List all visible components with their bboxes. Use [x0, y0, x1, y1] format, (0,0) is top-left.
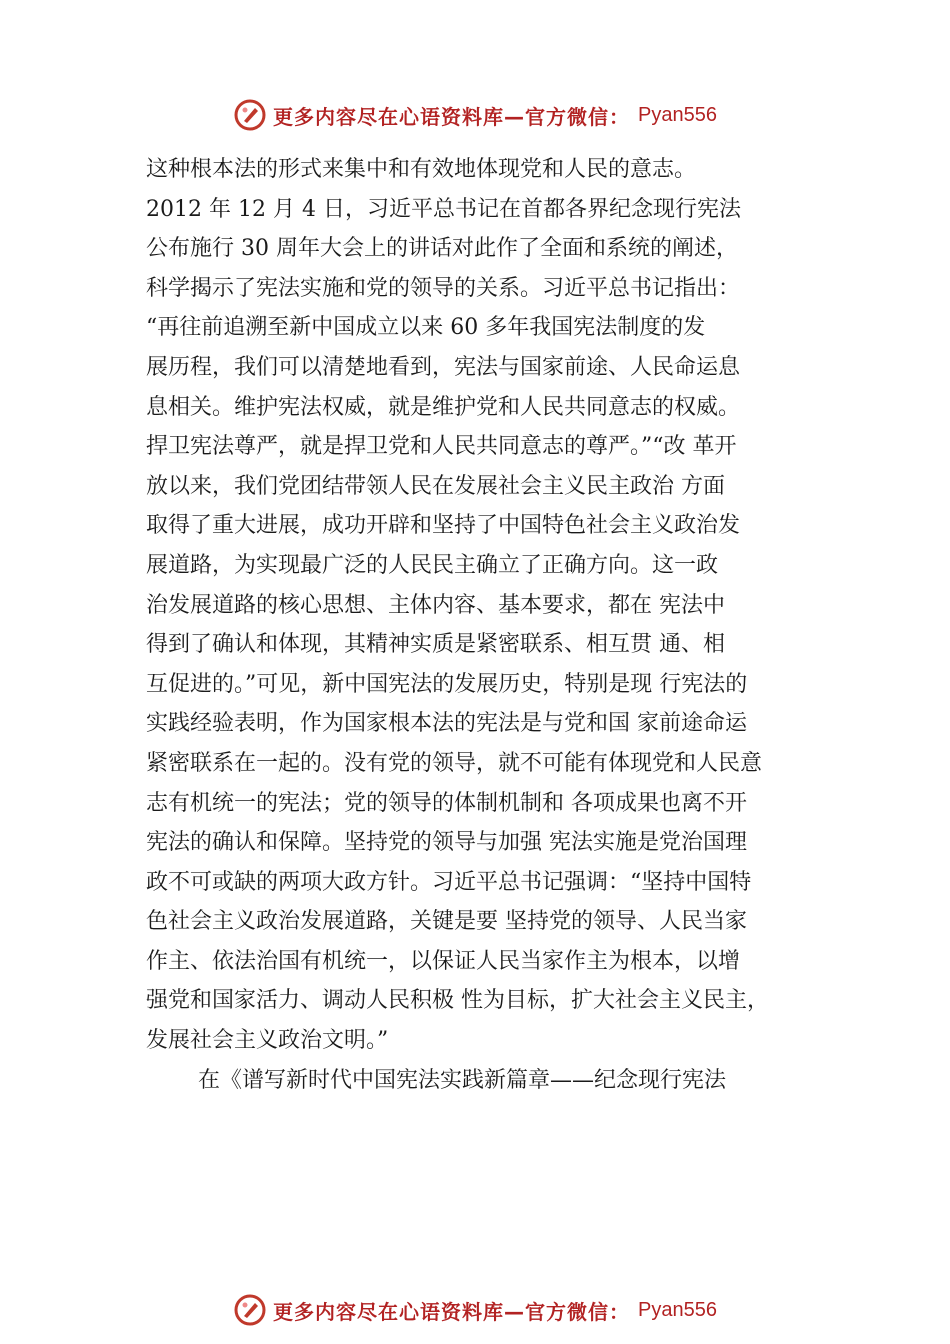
text-line: 公布施行 30 周年大会上的讲话对此作了全面和系统的阐述，: [146, 236, 738, 262]
header-wechat-id: Pyan556: [638, 103, 717, 126]
text-line: 得到了确认和体现，其精神实质是紧密联系、相互贯 通、相: [146, 632, 725, 658]
text-line: 展道路，为实现最广泛的人民民主确立了正确方向。这一政: [146, 552, 719, 578]
logo-icon: [233, 1293, 267, 1327]
paragraph-start-line: 在《谱写新时代中国宪法实践新篇章——纪念现行宪法: [198, 1067, 727, 1093]
text-line: 互促进的。”可见，新中国宪法的发展历史，特别是现 行宪法的: [146, 671, 748, 697]
text-line: 发展社会主义政治文明。”: [146, 1028, 389, 1054]
footer-wechat-id: Pyan556: [638, 1298, 717, 1321]
text-line: 这种根本法的形式来集中和有效地体现党和人民的意志。: [146, 157, 697, 182]
text-line: 息相关。维护宪法权威，就是维护党和人民共同意志的权威。: [146, 394, 741, 420]
text-line: 政不可或缺的两项大政方针。习近平总书记强调：“坚持中国特: [146, 869, 752, 895]
text-line: 2012 年 12 月 4 日，习近平总书记在首都各界纪念现行宪法: [146, 196, 741, 222]
text-line: 展历程，我们可以清楚地看到，宪法与国家前途、人民命运息: [146, 354, 741, 380]
footer-banner: [0, 1290, 950, 1330]
text-line: “再往前追溯至新中国成立以来 60 多年我国宪法制度的发: [146, 315, 706, 341]
text-line: 科学揭示了宪法实施和党的领导的关系。习近平总书记指出：: [146, 275, 741, 301]
text-line: 强党和国家活力、调动人民积极 性为目标，扩大社会主义民主，: [146, 988, 769, 1014]
footer-text: 更多内容尽在心语资料库—官方微信：: [273, 1299, 631, 1324]
text-line: 放以来，我们党团结带领人民在发展社会主义民主政治 方面: [146, 473, 725, 499]
document-body: [146, 150, 836, 1100]
text-line: 色社会主义政治发展道路，关键是要 坚持党的领导、人民当家: [146, 909, 747, 935]
text-line: 治发展道路的核心思想、主体内容、基本要求，都在 宪法中: [146, 592, 725, 618]
text-line: 宪法的确认和保障。坚持党的领导与加强 宪法实施是党治国理: [146, 830, 747, 856]
logo-icon: [233, 98, 267, 132]
header-banner: [0, 95, 950, 135]
text-line: 紧密联系在一起的。没有党的领导，就不可能有体现党和人民意: [146, 750, 763, 776]
header-text: 更多内容尽在心语资料库—官方微信：: [273, 104, 631, 129]
text-line: 作主、依法治国有机统一，以保证人民当家作主为根本，以增: [146, 948, 741, 974]
text-line: 取得了重大进展，成功开辟和坚持了中国特色社会主义政治发: [146, 513, 741, 539]
text-line: 志有机统一的宪法；党的领导的体制机制和 各项成果也离不开: [146, 790, 747, 816]
text-line: 实践经验表明，作为国家根本法的宪法是与党和国 家前途命运: [146, 711, 747, 737]
text-line: 捍卫宪法尊严，就是捍卫党和人民共同意志的尊严。”“改 革开: [146, 434, 737, 460]
